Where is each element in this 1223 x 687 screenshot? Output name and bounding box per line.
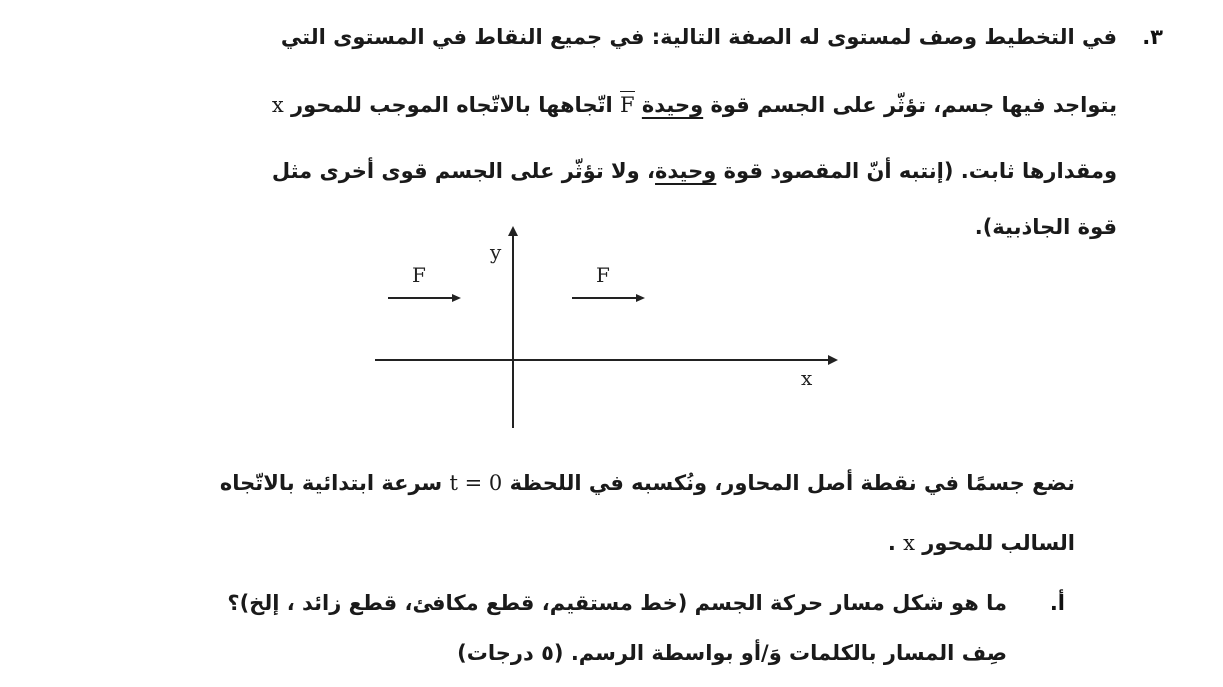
- setup-line-2-start: السالب للمحور: [914, 531, 1075, 555]
- question-number: ٣.: [1142, 25, 1163, 49]
- question-line-2-end: اتّجاهها بالاتّجاه الموجب للمحور: [283, 93, 620, 117]
- setup-line-1-end: سرعة ابتدائية بالاتّجاه: [219, 471, 450, 495]
- question-line-3-end: ، ولا تؤثّر على الجسم قوى أخرى مثل: [271, 159, 656, 183]
- question-line-3-start: ومقدارها ثابت. (إنتبه أنّ المقصود قوة: [716, 159, 1117, 183]
- force-arrow-right-head-icon: [636, 294, 645, 302]
- part-a-line-2: صِف المسار بالكلمات وَ/أو بواسطة الرسم. (٥ درجات): [457, 641, 1007, 665]
- unique-word-1: وحيدة: [641, 93, 704, 117]
- question-x-symbol: x: [271, 93, 284, 117]
- y-axis: [512, 234, 514, 428]
- force-label-left: F: [412, 263, 426, 287]
- unique-word-2: وحيدة: [655, 159, 717, 183]
- y-axis-label: y: [490, 240, 502, 264]
- setup-line-2-end: .: [887, 531, 904, 555]
- question-line-3: [272, 156, 1117, 186]
- question-line-2-start: يتواجد فيها جسم، تؤثّر على الجسم قوة: [703, 93, 1117, 117]
- force-vector-symbol: F: [620, 90, 635, 120]
- part-a-label: أ.: [1049, 591, 1065, 615]
- setup-line-1: [220, 468, 1075, 498]
- force-arrow-left-head-icon: [452, 294, 461, 302]
- x-axis-label: x: [801, 366, 813, 390]
- setup-x-symbol: x: [903, 531, 915, 555]
- question-line-1: في التخطيط وصف لمستوى له الصفة التالية: في جميع النقاط في المستوى التي: [280, 25, 1117, 49]
- question-line-2: [272, 90, 1117, 120]
- force-label-right: F: [596, 263, 610, 287]
- question-line-4: قوة الجاذبية).: [974, 215, 1117, 239]
- initial-time-equation: t = 0: [449, 471, 503, 495]
- setup-line-2: [888, 528, 1075, 558]
- part-a-line-1: ما هو شكل مسار حركة الجسم (خط مستقيم، قطع مكافئ، قطع زائد ، إلخ)؟: [227, 591, 1007, 615]
- setup-line-1-start: نضع جسمًا في نقطة أصل المحاور، ونُكسبه في اللحظة: [502, 471, 1075, 495]
- force-arrow-left: [388, 297, 454, 299]
- x-axis: [375, 359, 830, 361]
- y-axis-arrowhead-icon: [508, 226, 518, 236]
- x-axis-arrowhead-icon: [828, 355, 838, 365]
- force-arrow-right: [572, 297, 638, 299]
